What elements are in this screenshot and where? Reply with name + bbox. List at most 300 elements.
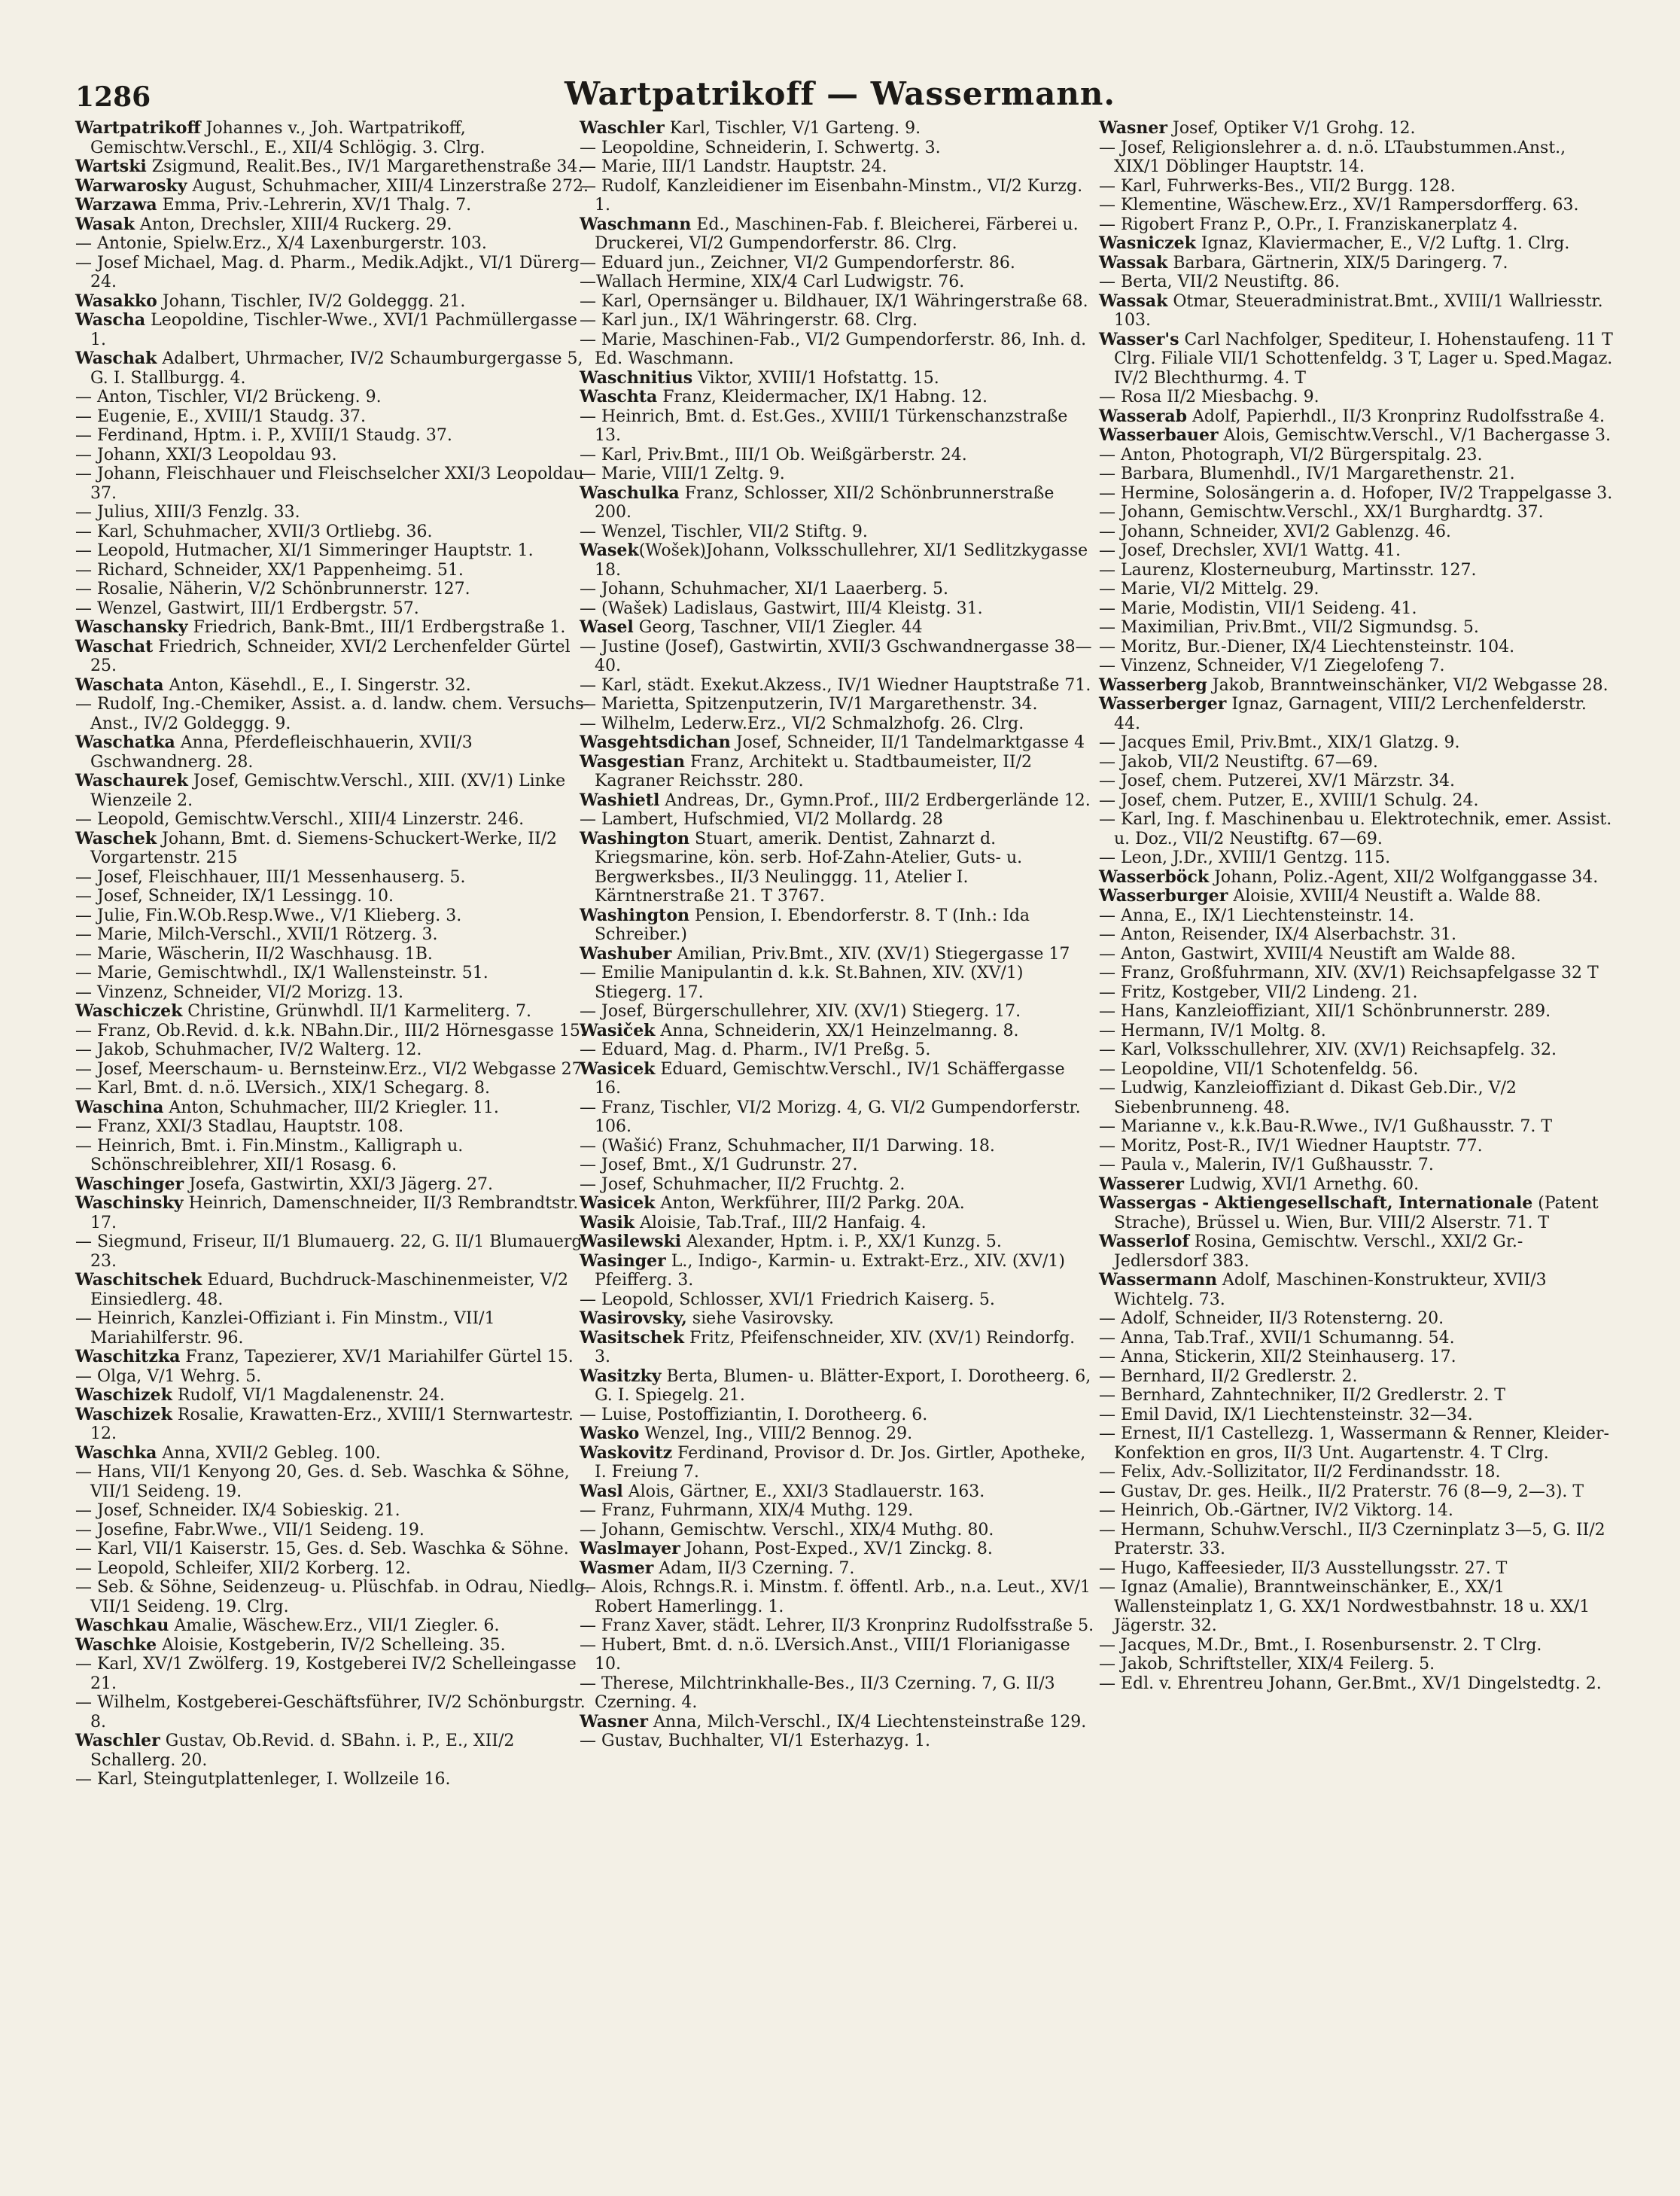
entry-text: Georg, Taschner, VII/1 Ziegler. 44 [633, 618, 923, 637]
entry-text: Ignaz, Garnagent, VIII/2 Lerchenfelderstr. 44. [1114, 695, 1587, 733]
entry-text: — Josef, Bürgerschullehrer, XIV. (XV/1) Stiegerg. 17. [580, 1002, 1021, 1021]
entry-name: Wasmer [580, 1558, 654, 1578]
entry-text: — Karl, Fuhrwerks-Bes., VII/2 Burgg. 128. [1099, 176, 1456, 196]
directory-entry [1099, 1271, 1614, 1309]
directory-entry [580, 1559, 1094, 1579]
entry-text: Anna, Milch-Verschl., IX/4 Liechtensteinstraße 129. [648, 1712, 1087, 1732]
directory-entry [1099, 1655, 1614, 1674]
directory-entry [1099, 330, 1614, 388]
entry-text: Amilian, Priv.Bmt., XIV. (XV/1) Stiegergasse 17 [671, 944, 1070, 964]
directory-entry [75, 1117, 590, 1137]
directory-entry [1099, 561, 1614, 580]
page-number: 1286 [75, 81, 151, 113]
entry-name: Wasirovsky, [580, 1308, 687, 1328]
entry-text: — Karl, Priv.Bmt., III/1 Ob. Weißgärberstr. 24. [580, 445, 967, 464]
entry-text: Zsigmund, Realit.Bes., IV/1 Margarethenstraße 34. [146, 157, 583, 176]
entry-text: — Rudolf, Kanzleidiener im Eisenbahn-Minstm., VI/2 Kurzg. 1. [580, 176, 1083, 215]
entry-text: Anna, XVII/2 Gebleg. 100. [157, 1443, 381, 1463]
directory-entry [1099, 446, 1614, 465]
entry-name: Wasko [580, 1424, 640, 1443]
directory-entry [580, 407, 1094, 446]
entry-text: — Karl, Volksschullehrer, XIV. (XV/1) Reichsapfelg. 32. [1099, 1040, 1557, 1059]
entry-text: — Heinrich, Bmt. d. Est.Ges., XVIII/1 Türkenschanzstraße 13. [580, 407, 1068, 445]
directory-entry [580, 273, 1094, 292]
entry-text: Amalie, Wäschew.Erz., VII/1 Ziegler. 6. [169, 1616, 500, 1635]
directory-entry [75, 522, 590, 542]
entry-text: — Anna, Stickerin, XII/2 Steinhauserg. 17. [1099, 1348, 1456, 1366]
directory-entry [1099, 541, 1614, 561]
entry-name: Wasner [580, 1711, 649, 1732]
directory-entry [580, 1444, 1094, 1482]
directory-entry [75, 983, 590, 1003]
entry-text: Anton, Werkführer, III/2 Parkg. 20A. [655, 1194, 965, 1213]
entry-text: — Jakob, Schriftsteller, XIX/4 Feilerg. 5. [1099, 1655, 1435, 1674]
directory-entry [75, 887, 590, 906]
directory-entry [580, 1674, 1094, 1713]
entry-text: —Wallach Hermine, XIX/4 Carl Ludwigstr. 76. [580, 273, 965, 291]
entry-text: — Josef, Drechsler, XVI/1 Wattg. 41. [1099, 541, 1402, 560]
directory-entry [580, 119, 1094, 139]
directory-entry [75, 1444, 590, 1463]
entry-text: Eduard, Buchdruck-Maschinenmeister, V/2 Einsiedlerg. 48. [90, 1271, 568, 1309]
entry-name: Waschizek [75, 1385, 172, 1405]
entry-text: Adolf, Maschinen-Konstrukteur, XVII/3 Wichtelg. 73. [1114, 1271, 1547, 1309]
entry-text: — Karl, VII/1 Kaiserstr. 15, Ges. d. Seb. Waschka & Söhne. [75, 1540, 569, 1558]
entry-text: — Anna, E., IX/1 Liechtensteinstr. 14. [1099, 906, 1414, 925]
entry-text: — Julie, Fin.W.Ob.Resp.Wwe., V/1 Klieberg. 3. [75, 906, 462, 925]
entry-text: — Karl, Schuhmacher, XVII/3 Ortliebg. 36. [75, 522, 433, 541]
entry-name: Wasinger [580, 1250, 666, 1271]
directory-entry [75, 1521, 590, 1540]
directory-entry [1099, 983, 1614, 1003]
entry-text: Johannes v., Joh. Wartpatrikoff, Gemischtw.Verschl., E., XII/4 Schlögig. 3. Clrg. [90, 119, 485, 157]
directory-entry [75, 1406, 590, 1444]
entry-text: — Moritz, Bur.-Diener, IX/4 Liechtensteinstr. 104. [1099, 637, 1515, 656]
directory-entry [1099, 618, 1614, 638]
entry-name: Waschnitius [580, 367, 693, 388]
entry-text: Ferdinand, Provisor d. Dr. Jos. Girtler, Apotheke, I. Freiung 7. [595, 1443, 1086, 1482]
directory-entry [75, 388, 590, 407]
directory-entry [1099, 234, 1614, 254]
entry-text: — Josef, chem. Putzerei, XV/1 Märzstr. 34. [1099, 772, 1455, 790]
entry-name: Wasserburger [1099, 886, 1228, 906]
entry-name: Waschata [75, 675, 164, 695]
entry-text: — Gustav, Dr. ges. Heilk., II/2 Praterstr. 76 (8—9, 2—3). T [1099, 1482, 1584, 1501]
entry-text: — Rosa II/2 Miesbachg. 9. [1099, 388, 1319, 407]
entry-text: Friedrich, Schneider, XVI/2 Lerchenfelder Gürtel 25. [90, 637, 571, 675]
entry-text: — Bernhard, II/2 Gredlerstr. 2. [1099, 1366, 1358, 1386]
directory-entry [1099, 772, 1614, 791]
entry-name: Wassak [1099, 252, 1168, 273]
entry-text: — Marie, Milch-Verschl., XVII/1 Rötzerg. 3. [75, 925, 438, 944]
entry-text: L., Indigo-, Karmin- u. Extrakt-Erz., XIV. (XV/1) Pfeifferg. 3. [595, 1251, 1065, 1290]
directory-entry [1099, 810, 1614, 848]
directory-entry [580, 464, 1094, 484]
directory-entry [580, 311, 1094, 330]
entry-text: Carl Nachfolger, Spediteur, I. Hohenstaufeng. 11 T Clrg. Filiale VII/1 Schottenfeldg. 3 T, Lager u. Sped.Magaz. IV/2 Blechthurmg. 4. T [1114, 330, 1613, 388]
directory-entry [580, 1367, 1094, 1406]
directory-entry [580, 638, 1094, 676]
entry-text: — Anton, Gastwirt, XVIII/4 Neustift am Walde 88. [1099, 944, 1516, 964]
directory-entry [1099, 887, 1614, 906]
entry-name: Wasner [1099, 118, 1168, 138]
entry-name: Washuber [580, 943, 672, 964]
entry-name: Wasserab [1099, 406, 1188, 426]
directory-entry [580, 830, 1094, 906]
directory-entry [1099, 1194, 1614, 1232]
directory-entry [75, 1770, 590, 1789]
directory-entry [1099, 1521, 1614, 1559]
directory-entry [75, 1655, 590, 1693]
entry-text: (Patent Strache), Brüssel u. Wien, Bur. VIII/2 Alserstr. 71. T [1114, 1194, 1599, 1232]
entry-text: — Wenzel, Tischler, VII/2 Stiftg. 9. [580, 522, 868, 541]
entry-name: Warwarosky [75, 175, 187, 196]
directory-entry [580, 1002, 1094, 1022]
entry-text: — Heinrich, Bmt. i. Fin.Minstm., Kalligraph u. Schönschreiblehrer, XII/1 Rosasg. 6. [75, 1136, 464, 1174]
directory-entry [1099, 119, 1614, 139]
entry-text: Heinrich, Damenschneider, II/3 Rembrandtstr. 17. [90, 1194, 579, 1232]
entry-text: Aloisie, XVIII/4 Neustift a. Walde 88. [1228, 887, 1542, 906]
entry-name: Wasitschek [580, 1327, 684, 1348]
entry-text: (Wošek)Johann, Volksschullehrer, XI/1 Sedlitzkygasse 18. [595, 541, 1088, 580]
entry-name: Waschler [75, 1731, 160, 1750]
entry-text: — Wenzel, Gastwirt, III/1 Erdbergstr. 57. [75, 598, 419, 618]
directory-entry [580, 753, 1094, 791]
entry-name: Wasserbauer [1099, 425, 1219, 445]
entry-text: Otmar, Steueradministrat.Bmt., XVIII/1 Wallriesstr. 103. [1114, 291, 1603, 330]
directory-entry [75, 1022, 590, 1041]
entry-text: — Karl, Bmt. d. n.ö. LVersich., XIX/1 Schegarg. 8. [75, 1079, 490, 1098]
entry-text: Christine, Grünwhdl. II/1 Karmeliterg. 7. [182, 1002, 531, 1021]
entry-name: Wassak [1099, 291, 1168, 311]
entry-text: Josefa, Gastwirtin, XXI/3 Jägerg. 27. [184, 1174, 494, 1194]
entry-text: Rudolf, VI/1 Magdalenenstr. 24. [172, 1386, 445, 1405]
directory-entry [75, 868, 590, 888]
entry-text: — Leon, J.Dr., XVIII/1 Gentzg. 115. [1099, 848, 1391, 867]
directory-entry [580, 964, 1094, 1002]
directory-entry [1099, 1156, 1614, 1175]
directory-entry [1099, 1482, 1614, 1502]
directory-entry [1099, 1559, 1614, 1579]
directory-entry [1099, 1424, 1614, 1463]
entry-name: Wasiček [580, 1020, 656, 1040]
entry-text: — Eduard jun., Zeichner, VI/2 Gumpendorferstr. 86. [580, 253, 1015, 273]
directory-entry [75, 196, 590, 215]
entry-text: — Therese, Milchtrinkhalle-Bes., II/3 Czerning. 7, G. II/3 Czerning. 4. [580, 1674, 1055, 1712]
entry-name: Waschinger [75, 1174, 184, 1194]
directory-entry [1099, 599, 1614, 619]
entry-text: Adalbert, Uhrmacher, IV/2 Schaumburgergasse 5, G. I. Stallburgg. 4. [90, 349, 583, 388]
entry-text: Jakob, Branntweinschänker, VI/2 Webgasse 28. [1207, 675, 1608, 695]
entry-text: — Wilhelm, Lederw.Erz., VI/2 Schmalzhofg. 26. Clrg. [580, 714, 1024, 733]
directory-entry [580, 1424, 1094, 1444]
entry-text: — Josef, Meerschaum- u. Bernsteinw.Erz., VI/2 Webgasse 27. [75, 1059, 588, 1079]
entry-text: — Gustav, Buchhalter, VI/1 Esterhazyg. 1. [580, 1732, 930, 1750]
directory-entry [580, 1636, 1094, 1674]
entry-name: Wasgehtsdichan [580, 733, 731, 752]
directory-entry [1099, 1329, 1614, 1348]
directory-entry [75, 638, 590, 676]
entry-name: Waschaurek [75, 771, 188, 790]
entry-text: — Richard, Schneider, XX/1 Pappenheimg. 51. [75, 560, 464, 580]
directory-entry [580, 1175, 1094, 1195]
entry-text: — Ferdinand, Hptm. i. P., XVIII/1 Staudg. 37. [75, 426, 452, 445]
directory-entry [580, 733, 1094, 753]
entry-text: — Ludwig, Kanzleioffiziant d. Dikast Geb.Dir., V/2 Siebenbrunneng. 48. [1099, 1079, 1517, 1117]
entry-text: — Josef, Bmt., X/1 Gudrunstr. 27. [580, 1156, 858, 1174]
entry-text: — Rosalie, Näherin, V/2 Schönbrunnerstr. 127. [75, 580, 470, 598]
entry-text: — Seb. & Söhne, Seidenzeug- u. Plüschfab. in Odrau, Niedlg. VII/1 Seideng. 19. Clrg. [75, 1578, 590, 1616]
directory-entry [580, 791, 1094, 811]
directory-entry [1099, 848, 1614, 868]
entry-text: — Jakob, VII/2 Neustiftg. 67—69. [1099, 752, 1378, 772]
entry-text: — Justine (Josef), Gastwirtin, XVII/3 Gschwandnergasse 38—40. [580, 637, 1092, 675]
entry-text: Ed., Maschinen-Fab. f. Bleicherei, Färberei u. Druckerei, VI/2 Gumpendorferstr. 86. Clrg. [595, 215, 1079, 253]
directory-entry [580, 1290, 1094, 1310]
entry-name: Wasak [75, 214, 135, 234]
directory-entry [1099, 215, 1614, 235]
entry-text: — Siegmund, Friseur, II/1 Blumauerg. 22, G. II/1 Blumauerg. 23. [75, 1232, 588, 1271]
directory-entry [75, 503, 590, 522]
directory-entry [75, 349, 590, 388]
directory-entry [1099, 638, 1614, 657]
entry-text: Berta, Blumen- u. Blätter-Export, I. Dorotheerg. 6, G. I. Spiegelg. 21. [595, 1366, 1091, 1405]
entry-text: — Leopold, Schleifer, XII/2 Korberg. 12. [75, 1558, 411, 1578]
entry-text: Franz, Schlosser, XII/2 Schönbrunnerstraße 200. [595, 483, 1055, 522]
entry-text: Anton, Schuhmacher, III/2 Kriegler. 11. [163, 1098, 499, 1117]
entry-text: Anton, Käsehdl., E., I. Singerstr. 32. [163, 675, 471, 695]
entry-name: Waschak [75, 349, 157, 368]
directory-entry [580, 1040, 1094, 1060]
entry-text: — Lambert, Hufschmied, VI/2 Mollardg. 28 [580, 810, 943, 829]
directory-entry [75, 1386, 590, 1406]
directory-entry [1099, 695, 1614, 733]
directory-entry [75, 311, 590, 349]
entry-text: Josef, Optiker V/1 Grohg. 12. [1167, 119, 1416, 138]
entry-name: Waschinsky [75, 1193, 184, 1213]
directory-entry [580, 484, 1094, 522]
entry-name: Waschke [75, 1634, 157, 1655]
entry-name: Wasik [580, 1212, 635, 1232]
entry-name: Wasicek [580, 1193, 656, 1213]
directory-entry [1099, 964, 1614, 983]
entry-text: — Josef Michael, Mag. d. Pharm., Medik.Adjkt., VI/1 Dürerg 24. [75, 253, 580, 291]
directory-entry [1099, 426, 1614, 446]
directory-entry [580, 1098, 1094, 1137]
directory-entry [1099, 1060, 1614, 1080]
directory-entry [580, 139, 1094, 158]
entry-text: — Johann, Schuhmacher, XI/1 Laaerberg. 5. [580, 580, 948, 598]
entry-name: Waschka [75, 1442, 157, 1463]
directory-entry [580, 541, 1094, 580]
entry-text: Johann, Bmt. d. Siemens-Schuckert-Werke, II/2 Vorgartenstr. 215 [90, 829, 558, 867]
entry-text: Josef, Gemischtw.Verschl., XIII. (XV/1) Linke Wienzeile 2. [90, 772, 566, 810]
entry-text: — Ernest, II/1 Castellezg. 1, Wassermann & Renner, Kleider-Konfektion en gros, II/3 Unt. Augartenstr. 4. T Clrg. [1099, 1424, 1609, 1463]
directory-entry [1099, 522, 1614, 542]
entry-text: Friedrich, Bank-Bmt., III/1 Erdbergstraße 1. [187, 618, 566, 637]
entry-name: Wasek [580, 541, 639, 560]
directory-entry [75, 676, 590, 696]
directory-entry [75, 1540, 590, 1559]
entry-name: Wasl [580, 1481, 623, 1501]
entry-text: — Hermine, Solosängerin a. d. Hofoper, IV/2 Trappelgasse 3. [1099, 483, 1613, 503]
directory-entry [75, 599, 590, 619]
entry-text: — Fritz, Kostgeber, VII/2 Lindeng. 21. [1099, 982, 1418, 1002]
entry-text: — Marie, Maschinen-Fab., VI/2 Gumpendorferstr. 86, Inh. d. Ed. Waschmann. [580, 330, 1087, 368]
directory-entry [580, 177, 1094, 215]
directory-entry [1099, 1040, 1614, 1060]
entry-name: Wassergas - Aktiengesellschaft, Internationale [1099, 1193, 1533, 1213]
entry-text: August, Schuhmacher, XIII/4 Linzerstraße 272. [187, 176, 589, 196]
directory-entry [580, 1732, 1094, 1751]
entry-text: — Franz, Ob.Revid. d. k.k. NBahn.Dir., III/2 Hörnesgasse 15. [75, 1021, 586, 1040]
directory-entry [1099, 1463, 1614, 1482]
directory-entry [580, 695, 1094, 714]
directory-entry [75, 1271, 590, 1309]
directory-entry [580, 292, 1094, 312]
directory-entry [75, 618, 590, 638]
directory-entry [580, 1252, 1094, 1290]
directory-entry [580, 1540, 1094, 1559]
entry-name: Waschansky [75, 617, 188, 637]
entry-name: Waschat [75, 636, 154, 656]
entry-text: — (Wašić) Franz, Schuhmacher, II/1 Darwing. 18. [580, 1136, 995, 1156]
entry-text: — Vinzenz, Schneider, VI/2 Morizg. 13. [75, 982, 403, 1002]
directory-entry [1099, 503, 1614, 522]
entry-text: Wenzel, Ing., VIII/2 Bennog. 29. [639, 1424, 913, 1443]
directory-entry [1099, 733, 1614, 753]
entry-text: — Bernhard, Zahntechniker, II/2 Gredlerstr. 2. T [1099, 1386, 1505, 1405]
entry-text: — Rigobert Franz P., O.Pr., I. Franziskanerplatz 4. [1099, 215, 1518, 234]
entry-text: — Alois, Rchngs.R. i. Minstm. f. öffentl. Arb., n.a. Leut., XV/1 Robert Hamerlingg. 1. [580, 1578, 1091, 1616]
directory-entry [580, 254, 1094, 273]
entry-name: Waschiczek [75, 1001, 183, 1021]
directory-entry [580, 714, 1094, 734]
directory-entry [580, 157, 1094, 177]
directory-entry [580, 810, 1094, 830]
directory-entry [580, 522, 1094, 542]
directory-entry [75, 1175, 590, 1195]
entry-text: — Karl, städt. Exekut.Akzess., IV/1 Wiedner Hauptstraße 71. [580, 675, 1091, 695]
directory-entry [1099, 753, 1614, 772]
entry-text: — Olga, V/1 Wehrg. 5. [75, 1366, 262, 1386]
directory-entry [580, 1616, 1094, 1636]
entry-text: Stuart, amerik. Dentist, Zahnarzt d. Kriegsmarine, kön. serb. Hof-Zahn-Atelier, Guts- u. Bergwerksbes., II/3 Neulinggg. 11, Atelier I. Kärntnerstraße 21. T 3767. [595, 829, 1023, 906]
entry-text: Anna, Pferdefleischhauerin, XVII/3 Gschwandnerg. 28. [90, 733, 473, 772]
directory-entry [75, 215, 590, 235]
directory-entry [580, 906, 1094, 945]
directory-entry [75, 1232, 590, 1271]
entry-text: Josef, Schneider, II/1 Tandelmarktgasse 4 [730, 733, 1085, 752]
entry-name: Waskovitz [580, 1442, 673, 1463]
entry-text: — Leopold, Gemischtw.Verschl., XIII/4 Linzerstr. 246. [75, 810, 525, 829]
directory-entry [580, 1137, 1094, 1156]
entry-text: — Karl jun., IX/1 Währingerstr. 68. Clrg. [580, 311, 918, 330]
directory-entry [75, 1367, 590, 1387]
directory-entry [75, 925, 590, 945]
entry-text: siehe Vasirovsky. [686, 1309, 834, 1328]
directory-entry [580, 388, 1094, 407]
directory-entry [1099, 139, 1614, 177]
entry-text: Aloisie, Tab.Traf., III/2 Hanfaig. 4. [635, 1213, 927, 1232]
entry-text: Johann, Post-Exped., XV/1 Zinckg. 8. [680, 1540, 993, 1558]
entry-name: Wascha [75, 310, 146, 330]
entry-text: Leopoldine, Tischler-Wwe., XVI/1 Pachmüllergasse 1. [90, 311, 577, 349]
directory-entry [75, 1693, 590, 1732]
directory-entry [1099, 656, 1614, 676]
entry-text: — Anna, Tab.Traf., XVII/1 Schumanng. 54. [1099, 1328, 1455, 1348]
directory-entry [1099, 1578, 1614, 1636]
entry-text: — Johann, Fleischhauer und Fleischselcher XXI/3 Leopoldau 37. [75, 464, 584, 503]
entry-text: — Eduard, Mag. d. Pharm., IV/1 Preßg. 5. [580, 1040, 931, 1059]
entry-text: — Vinzenz, Schneider, V/1 Ziegelofeng 7. [1099, 656, 1445, 675]
directory-entry [75, 1137, 590, 1175]
entry-name: Washington [580, 828, 689, 848]
entry-name: Wasserböck [1099, 867, 1210, 887]
entry-text: — Anton, Tischler, VI/2 Brückeng. 9. [75, 388, 382, 407]
directory-entry [75, 1060, 590, 1080]
directory-entry [1099, 407, 1614, 427]
entry-name: Wasser's [1099, 329, 1179, 349]
entry-text: — Moritz, Post-R., IV/1 Wiedner Hauptstr. 77. [1099, 1136, 1483, 1156]
directory-entry [1099, 464, 1614, 484]
directory-entry [75, 1501, 590, 1521]
entry-name: Waschkau [75, 1616, 169, 1635]
entry-name: Waslmayer [580, 1539, 680, 1558]
directory-entry [75, 830, 590, 868]
entry-name: Wasserberger [1099, 694, 1227, 714]
entry-text: Fritz, Pfeifenschneider, XIV. (XV/1) Reindorfg. 3. [595, 1328, 1076, 1366]
entry-text: — Marietta, Spitzenputzerin, IV/1 Margarethenstr. 34. [580, 695, 1038, 714]
entry-text: — Anton, Photograph, VI/2 Bürgerspitalg. 23. [1099, 445, 1483, 464]
directory-entry [75, 810, 590, 830]
directory-entry [1099, 292, 1614, 330]
entry-text: — Felix, Adv.-Sollizitator, II/2 Ferdinandsstr. 18. [1099, 1463, 1501, 1482]
entry-text: Barbara, Gärtnerin, XIX/5 Daringerg. 7. [1167, 253, 1508, 273]
entry-name: Washietl [580, 790, 660, 810]
directory-entry [580, 1156, 1094, 1175]
entry-text: — Adolf, Schneider, II/3 Rotensterng. 20. [1099, 1309, 1444, 1328]
directory-entry [75, 446, 590, 465]
entry-text: — Franz Xaver, städt. Lehrer, II/3 Kronprinz Rudolfsstraße 5. [580, 1616, 1094, 1635]
directory-entry [1099, 1309, 1614, 1329]
entry-text: — Leopold, Schlosser, XVI/1 Friedrich Kaiserg. 5. [580, 1290, 995, 1309]
directory-entry [580, 945, 1094, 964]
directory-entry [1099, 388, 1614, 407]
entry-text: — Emilie Manipulantin d. k.k. St.Bahnen, XIV. (XV/1) Stiegerg. 17. [580, 964, 1024, 1002]
entry-text: — Hubert, Bmt. d. n.ö. LVersich.Anst., VIII/1 Florianigasse 10. [580, 1635, 1070, 1674]
directory-entry [1099, 925, 1614, 945]
directory-entry [1099, 1002, 1614, 1022]
directory-entry [75, 119, 590, 157]
entry-text: — Franz, Großfuhrmann, XIV. (XV/1) Reichsapfelgasse 32 T [1099, 964, 1599, 982]
entry-text: — Maximilian, Priv.Bmt., VII/2 Sigmundsg. 5. [1099, 618, 1479, 637]
entry-text: Pension, I. Ebendorferstr. 8. T (Inh.: Ida Schreiber.) [595, 906, 1030, 944]
entry-text: Johann, Tischler, IV/2 Goldeggg. 21. [157, 291, 466, 311]
entry-name: Wasel [580, 617, 634, 637]
entry-text: — Karl, Steingutplattenleger, I. Wollzeile 16. [75, 1770, 451, 1789]
entry-text: — Johann, XXI/3 Leopoldau 93. [75, 445, 337, 464]
entry-text: — Paula v., Malerin, IV/1 Gußhausstr. 7. [1099, 1156, 1434, 1174]
entry-name: Waschizek [75, 1404, 172, 1424]
entry-name: Warzawa [75, 195, 157, 215]
entry-text: Andreas, Dr., Gymn.Prof., III/2 Erdbergerlände 12. [659, 790, 1091, 810]
directory-entry [1099, 1348, 1614, 1367]
directory-entry [75, 1463, 590, 1501]
directory-entry [75, 464, 590, 503]
directory-entry [75, 580, 590, 599]
directory-entry [580, 330, 1094, 369]
